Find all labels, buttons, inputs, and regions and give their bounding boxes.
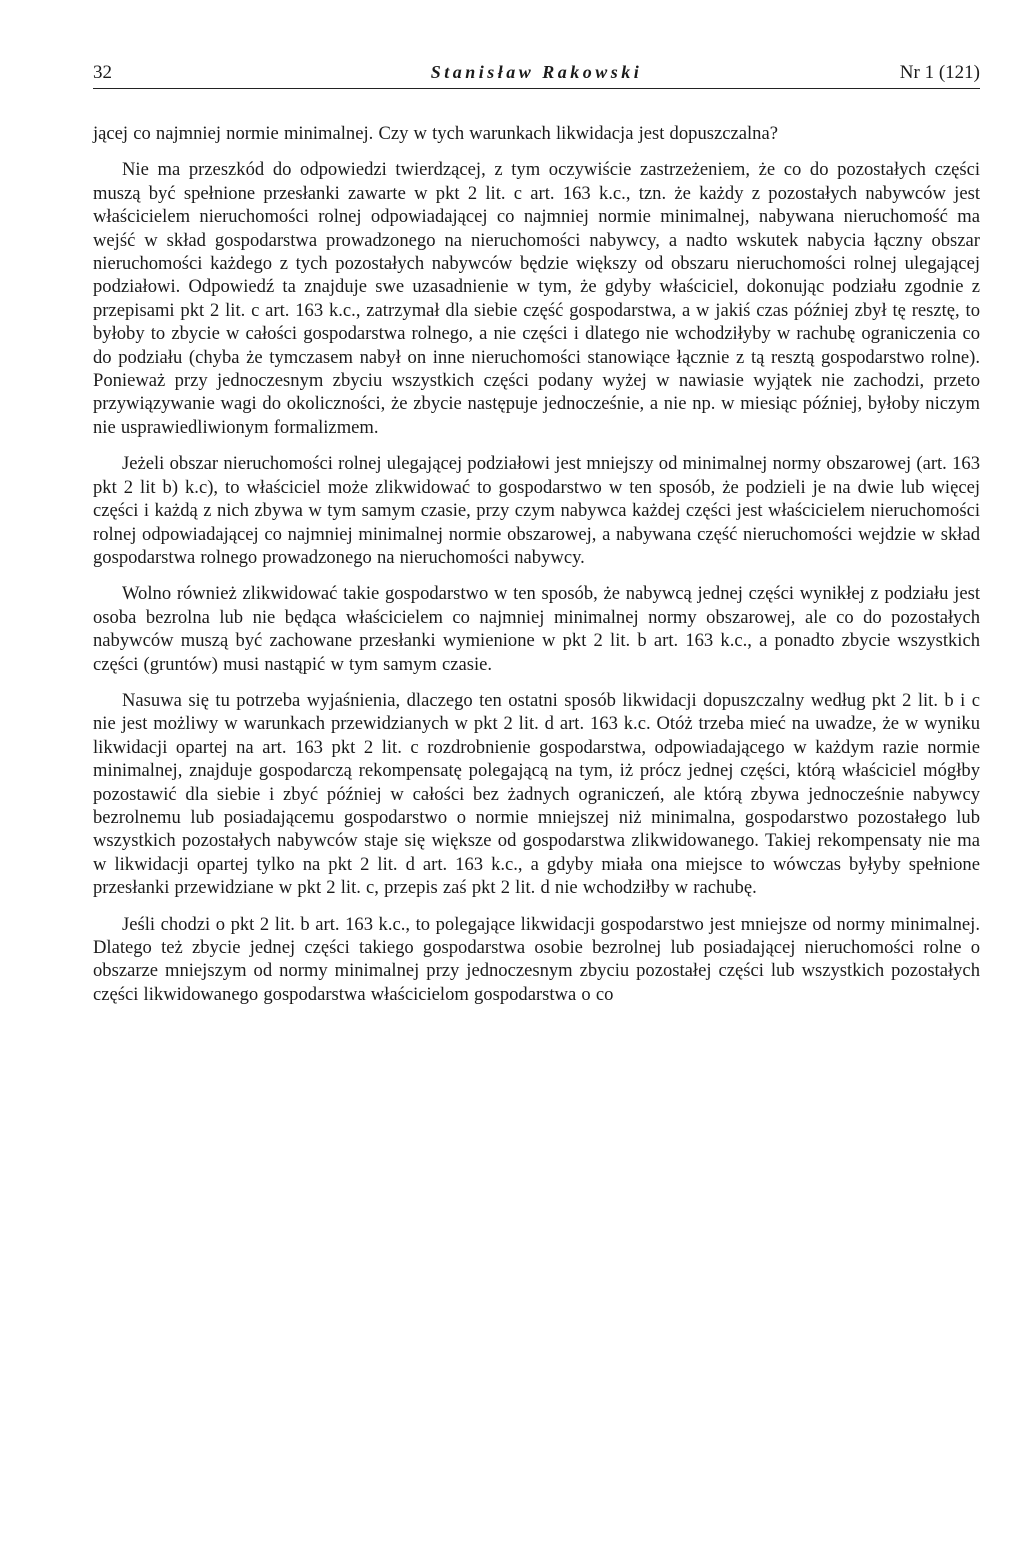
paragraph: Jeśli chodzi o pkt 2 lit. b art. 163 k.c., to polegające likwidacji gospodarstwo jest mniejsze od normy minimalnej. Dlatego też zbycie jednej części takiego gospodarstwa osobie bezrolnej lub posiadającej nieruchomości rolne o obszarze mniejszym od normy minimalnej przy jednoczesnym zbyciu pozostałej części lub wszystkich pozostałych części likwidowanego gospodarstwa właścicielom gospodarstwa o co [93,913,980,1005]
running-header [93,62,980,89]
running-title: Stanisław Rakowski [430,62,643,82]
article-body [93,122,980,1019]
paragraph: Nasuwa się tu potrzeba wyjaśnienia, dlaczego ten ostatni sposób likwidacji dopuszczalny według pkt 2 lit. b i c nie jest możliwy w warunkach przewidzianych w pkt 2 lit. d art. 163 k.c. Otóż trzeba mieć na uwadze, że w wyniku likwidacji opartej na art. 163 pkt 2 lit. c rozdrobnienie gospodarstwa, odpowiadającego w każdym razie normie minimalnej, znajduje gospodarczą rekompensatę polegającą na tym, iż prócz jednej części, którą właściciel mógłby pozostawić dla siebie i zbyć później w całości bez żadnych ograniczeń, ale którą zbywa jednocześnie nabywcy bezrolnemu lub posiadającemu gospodarstwo o normie mniejszej niż minimalna, gospodarstwo pozostałego lub wszystkich pozostałych nabywców staje się większe od gospodarstwa zlikwidowanego. Takiej rekompensaty nie ma w likwidacji opartej tylko na pkt 2 lit. d art. 163 k.c., a gdyby miała ona miejsce to wówczas byłyby spełnione przesłanki przewidziane w pkt 2 lit. c, przepis zaś pkt 2 lit. d nie wchodziłby w rachubę. [93,689,980,899]
paragraph: jącej co najmniej normie minimalnej. Czy w tych warunkach likwidacja jest dopuszczalna? [93,123,778,144]
issue-number: Nr 1 (121) [899,62,980,83]
paragraph: Wolno również zlikwidować takie gospodarstwo w ten sposób, że nabywcą jednej części wynikłej z podziału jest osoba bezrolna lub nie będąca właścicielem co najmniej minimalnej normy obszarowej, ale co do pozostałych nabywców muszą być zachowane przesłanki wymienione w pkt 2 lit. b art. 163 k.c., a ponadto zbycie wszystkich części (gruntów) musi nastąpić w tym samym czasie. [93,583,980,675]
page-number: 32 [93,62,112,83]
paragraph: Nie ma przeszkód do odpowiedzi twierdzącej, z tym oczywiście zastrzeżeniem, że co do pozostałych części muszą być spełnione przesłanki zawarte w pkt 2 lit. c art. 163 k.c., tzn. że każdy z pozostałych nabywców jest właścicielem nieruchomości rolnej odpowiadającej co najmniej normie minimalnej, nabywana nieruchomość ma wejść w skład gospodarstwa prowadzonego na nieruchomości nabywcy, a nadto wskutek nabycia łączny obszar nieruchomości każdego z tych pozostałych nabywców będzie większy od obszaru nieruchomości rolnej ulegającej podziałowi. Odpowiedź ta znajduje swe uzasadnienie w tym, że gdyby właściciel, dokonując podziału zgodnie z przepisami pkt 2 lit. c art. 163 k.c., zatrzymał dla siebie część gospodarstwa, a w jakiś czas później zbył tę resztę, to byłoby to zbycie w całości gospodarstwa rolnego, a nie części i dlatego nie wchodziłyby w rachubę ograniczenia co do podziału (chyba że tymczasem nabył on inne nieruchomości stanowiące łącznie z tą resztą gospodarstwo rolne). Ponieważ przy jednoczesnym zbyciu wszystkich części podany wyżej w nawiasie wyjątek nie zachodzi, przeto przywiązywanie wagi do okoliczności, że zbycie następuje jednocześnie, a nie np. w miesiąc później, byłoby niczym nie usprawiedliwionym formalizmem. [93,159,980,438]
paragraph: Jeżeli obszar nieruchomości rolnej ulegającej podziałowi jest mniejszy od minimalnej normy obszarowej (art. 163 pkt 2 lit b) k.c), to właściciel może zlikwidować to gospodarstwo w ten sposób, że podzieli je na dwie lub więcej części i każdą z nich zbywa w tym samym czasie, przy czym nabywca każdej części jest właścicielem nieruchomości rolnej odpowiadającej co najmniej minimalnej normie obszarowej, a nabywana część nieruchomości wejdzie w skład gospodarstwa rolnego prowadzonego na nieruchomości nabywcy. [93,453,980,568]
